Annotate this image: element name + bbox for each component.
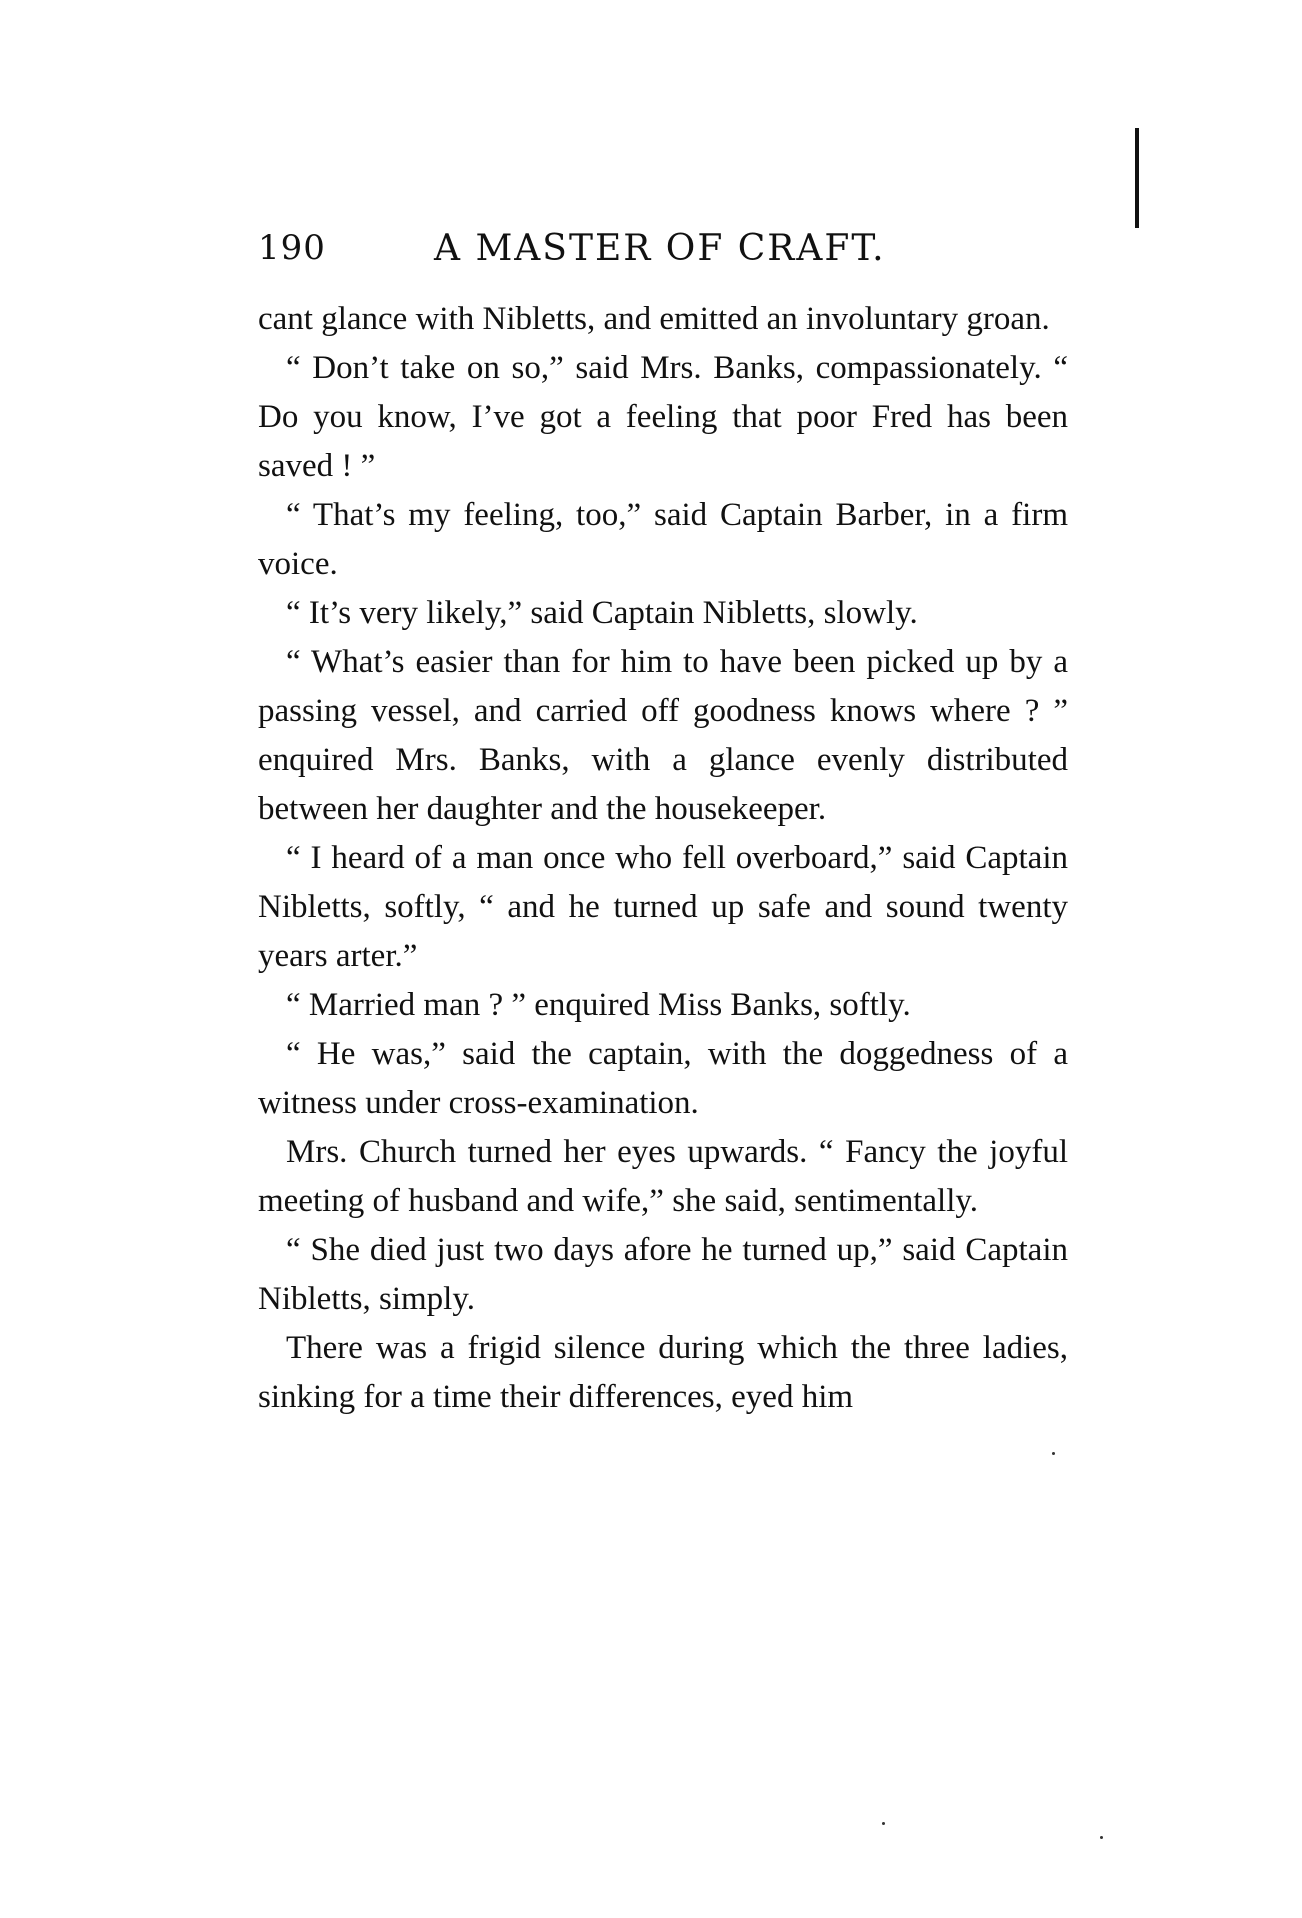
page-body <box>258 295 1068 1422</box>
paragraph: cant glance with Nibletts, and emitted an involuntary groan. <box>258 301 1050 337</box>
paragraph: “ Don’t take on so,” said Mrs. Banks, compassionately. “ Do you know, I’ve got a feeling that poor Fred has been saved ! ” <box>258 350 1068 484</box>
paragraph: “ That’s my feeling, too,” said Captain Barber, in a firm voice. <box>258 497 1068 582</box>
paragraph: Mrs. Church turned her eyes upwards. “ Fancy the joyful meeting of husband and wife,” she said, sentimentally. <box>258 1134 1068 1219</box>
paragraph: “ He was,” said the captain, with the doggedness of a witness under cross-examination. <box>258 1036 1068 1121</box>
paragraph: “ Married man ? ” enquired Miss Banks, softly. <box>286 987 911 1023</box>
margin-rule <box>1135 128 1139 228</box>
running-title: A MASTER OF CRAFT. <box>434 228 886 269</box>
paragraph: “ She died just two days afore he turned up,” said Captain Nibletts, simply. <box>258 1232 1068 1317</box>
paragraph: “ It’s very likely,” said Captain Nibletts, slowly. <box>286 595 918 631</box>
paragraph: “ I heard of a man once who fell overboard,” said Captain Nibletts, softly, “ and he turned up safe and sound twenty years arter.” <box>258 840 1068 974</box>
page-number: 190 <box>258 228 326 268</box>
page-header <box>258 228 1068 274</box>
speck <box>1100 1836 1103 1839</box>
paragraph: “ What’s easier than for him to have been picked up by a passing vessel, and carried off goodness knows where ? ” enquired Mrs. Banks, with a glance evenly distributed between her daughter and the housekeeper. <box>258 644 1068 827</box>
speck <box>882 1822 885 1825</box>
paragraph: There was a frigid silence during which the three ladies, sinking for a time their differences, eyed him <box>258 1330 1068 1415</box>
speck <box>1052 1452 1055 1455</box>
